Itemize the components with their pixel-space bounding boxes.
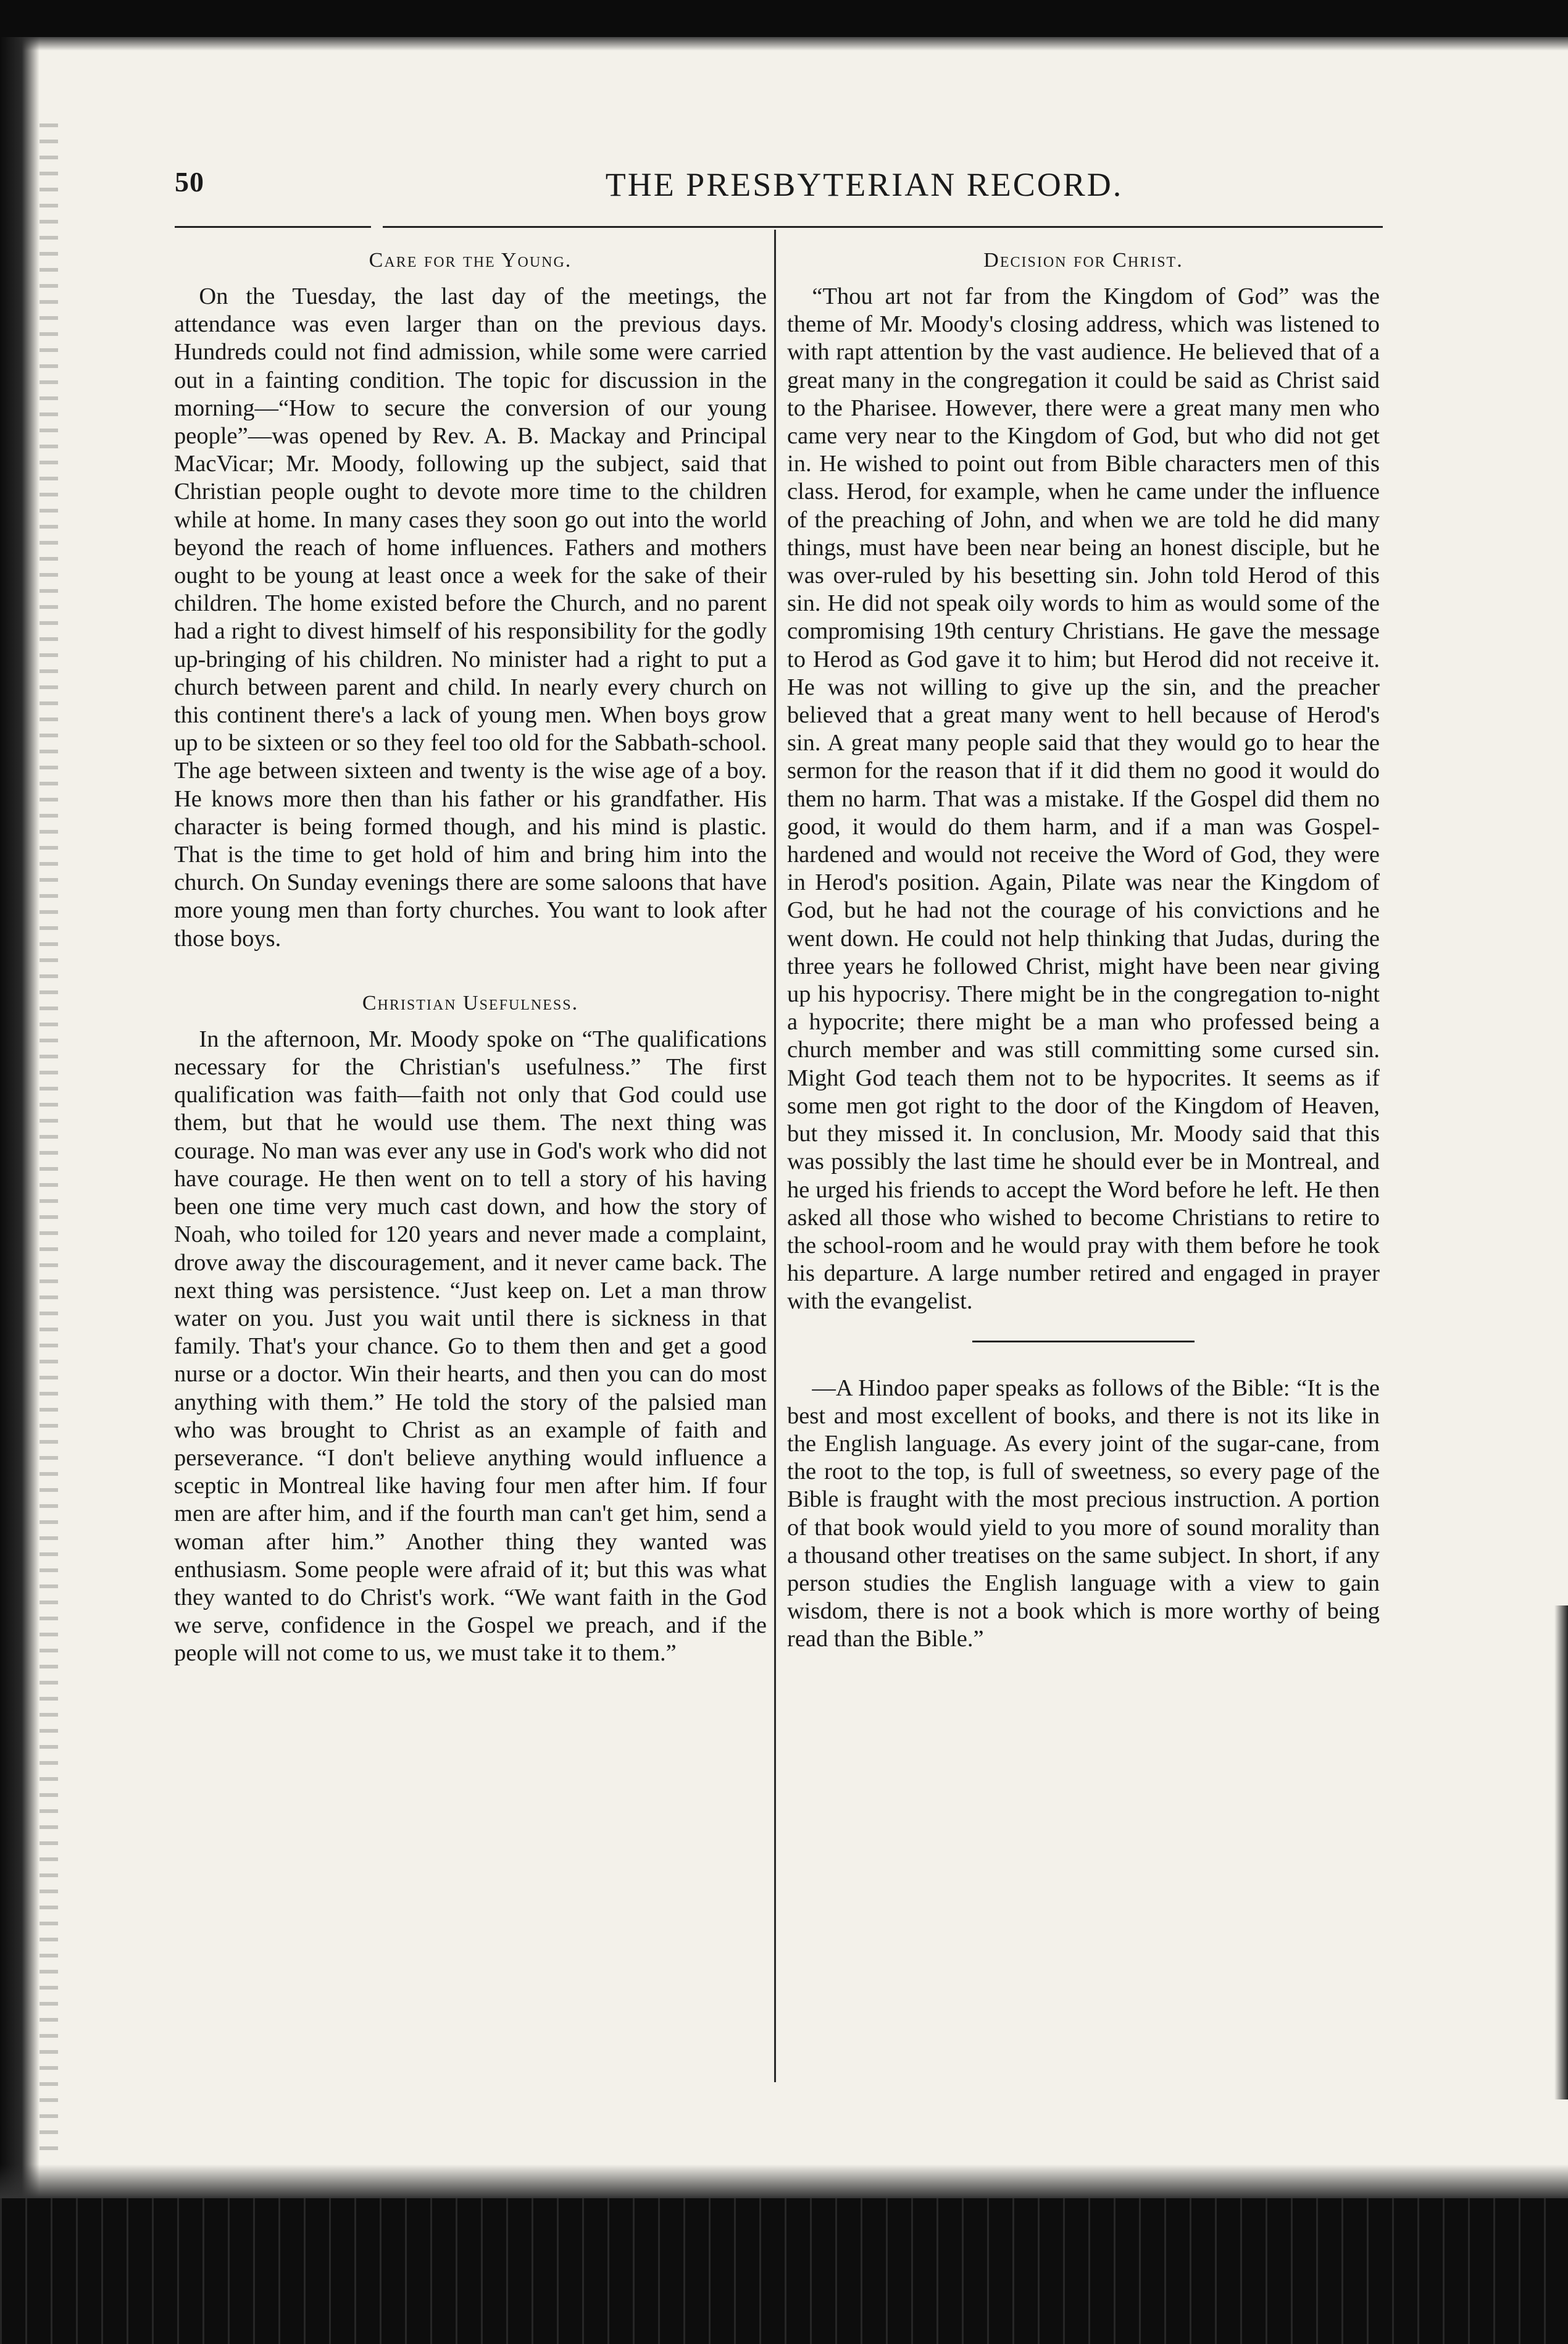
scan-edge-right (1554, 1605, 1568, 2099)
hindoo-paper-note: —A Hindoo paper speaks as follows of the Bible: “It is the best and most excellent of books, and there is not its like in the English language. As every joint of the sugar-cane, from the root to the top, is full of sweetness, so every page of the Bible is fraught with the most precious instruction. A portion of that book would yield to you more of sound morality than a thousand other treatises on the same subject. In short, if any person studies the English language with a view to gain wisdom, there is not a book which is more worthy of being read than the Bible.” (787, 1375, 1380, 1652)
scan-shadow-top (0, 37, 1568, 51)
scan-shadow-bottom (0, 2164, 1568, 2198)
section-text-christian-usefulness: In the afternoon, Mr. Moody spoke on “The qualifications necessary for the Christian's usefulness.” The first qualification was faith—faith not only that God could use them, but that he would use them. The next thing was courage. No man was ever any use in God's work who did not have courage. He then went on to tell a story of his having been one time very much cast down, and how the story of Noah, who toiled for 120 years and never made a complaint, drove away the discouragement, and it never came back. The next thing was persistence. “Just keep on. Let a man throw water on you. Just you wait until there is sickness in that family. That's your chance. Go to them then and get a good nurse or a doctor. Win their hearts, and then you can do most anything with them.” He told the story of the palsied man who was brought to Christ as an example of faith and perseverance. “I don't believe anything would influence a sceptic in Montreal like having four men after him. If four men are after him, and if the fourth man can't get him, send a woman after him.” Another thing they wanted was enthusiasm. Some people were afraid of it; but this was what they wanted to do Christ's work. “We want faith in the God we serve, confidence in the Gospel we preach, and if the people will not come to us, we must take it to them.” (174, 1026, 767, 1667)
scan-edge-left (0, 37, 40, 2344)
section-text-decision-for-christ: “Thou art not far from the Kingdom of God” was the theme of Mr. Moody's closing address, which was listened to with rapt attention by the vast audience. He believed that of a great many in the congregation it could be said as Christ said to the Pharisee. However, there were a great many men who came very near to the Kingdom of God, but who did not get in. He wished to point out from Bible characters men of this class. Herod, for example, when he came under the influence of the preaching of John, and when we are told he did many things, must have been near being an honest disciple, but he was over-ruled by his besetting sin. John told Herod of this sin. He did not speak oily words to him as would some of the compromising 19th century Christians. He gave the message to Herod as God gave it to him; but Herod did not receive it. He was not willing to give up the sin, and the preacher believed that a great many went to hell because of Herod's sin. A great many people said that they would go to hear the sermon for the reason that if it did them no good it would do them no harm. That was a mistake. If the Gospel did them no good, it would do them harm, and if a man was Gospel-hardened and would not receive the Word of God, they were in Herod's position. Again, Pilate was near the Kingdom of God, but he had not the courage of his convictions and he went down. He could not help thinking that Judas, during the three years he followed Christ, might have been near giving up his hypocrisy. There might be in the congregation to-night a hypocrite; there might be a man who professed being a church member and was still committing some cursed sin. Might God teach them not to be hypocrites. It seems as if some men got right to the door of the Kingdom of Heaven, but they missed it. In conclusion, Mr. Moody said that this was possibly the last time he should ever be in Montreal, and he urged his friends to accept the Word before he left. He then asked all those who wished to become Christians to retire to the school-room and he would pray with them before he took his departure. A large number retired and engaged in prayer with the evangelist. (787, 283, 1380, 1315)
scan-noise-bottom (0, 2198, 1568, 2344)
header-rule-left (175, 226, 371, 228)
section-heading-christian-usefulness: Christian Usefulness. (362, 991, 579, 1015)
section-text-care-for-the-young: On the Tuesday, the last day of the meetings, the attendance was even larger than on the previous days. Hundreds could not find admission, while some were carried out in a fainting condition. The topic for discussion in the morning—“How to secure the conversion of our young people”—was opened by Rev. A. B. Mackay and Principal MacVicar; Mr. Moody, following up the subject, said that Christian people ought to devote more time to the children while at home. In many cases they soon go out into the world beyond the reach of home influences. Fathers and mothers ought to be young at least once a week for the sake of their children. The home existed before the Church, and no parent had a right to divest himself of his responsibility for the godly up-bringing of his children. No minister had a right to put a church between parent and child. In nearly every church on this continent there's a lack of young men. When boys grow up to be sixteen or so they feel too old for the Sabbath-school. The age between sixteen and twenty is the wise age of a boy. He knows more then than his father or his grandfather. His character is being formed though, and his mind is plastic. That is the time to get hold of him and bring him into the church. On Sunday evenings there are some saloons that have more young men than forty churches. You want to look after those boys. (174, 283, 767, 952)
section-heading-care-for-the-young: Care for the Young. (369, 249, 572, 272)
scan-edge-top (0, 0, 1568, 37)
scan-binding-marks (40, 123, 58, 2161)
column-divider (774, 230, 776, 2082)
running-title: THE PRESBYTERIAN RECORD. (605, 166, 1124, 203)
page-number: 50 (175, 166, 204, 198)
section-separator-rule (972, 1341, 1195, 1342)
left-column (174, 247, 767, 1668)
right-column (787, 247, 1380, 1654)
section-heading-decision-for-christ: Decision for Christ. (983, 249, 1183, 272)
header-rule-right (383, 226, 1383, 228)
